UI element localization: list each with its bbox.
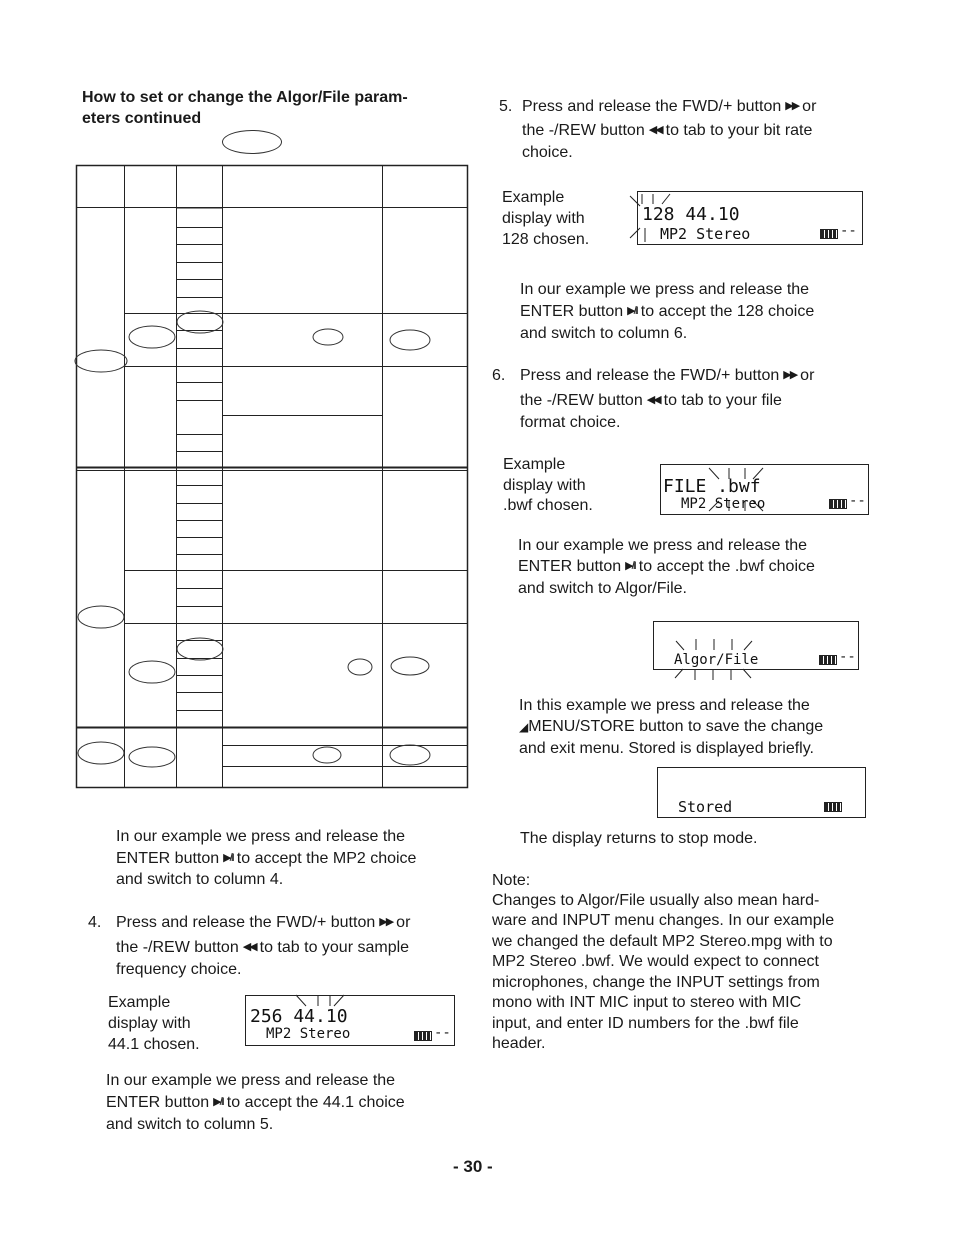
battery-icon [820,229,838,239]
lcd-display-algor [653,621,859,670]
example4-line3: 44.1 chosen. [108,1036,200,1053]
para-128-line3: and switch to column 6. [520,325,688,342]
para-store-line2 [519,716,823,738]
para-bwf-line3: and switch to Algor/File. [518,580,687,597]
fast-forward-icon: ▶▶ [783,369,797,382]
para-441-line1: In our example we press and release the [106,1072,396,1089]
lcd-256-dash: -- [434,1025,451,1041]
rewind-icon: ◀◀ [648,124,662,137]
battery-icon [829,499,847,509]
lcd-bwf-line1: FILE .bwf [663,476,761,497]
lcd-128-dash: -- [840,223,857,239]
step5-line3: choice. [522,144,573,161]
para-store-line1: In this example we press and release the [519,697,810,714]
lcd-display-bwf [660,464,869,515]
example6-line3: .bwf chosen. [503,497,593,514]
rewind-icon: ◀◀ [646,394,660,407]
para-bwf-enter-label: ENTER button [518,558,622,575]
lcd-display-256 [245,995,455,1046]
para-bwf-line2 [518,556,815,577]
note-line2: ware and INPUT menu changes. In our example [492,912,835,929]
para-store-menu: MENU/STORE button to save the change [528,718,824,735]
para-441-accept: to accept the 44.1 choice [226,1094,405,1111]
para-mp2-line3: and switch to column 4. [116,871,284,888]
algor-file-table [72,160,472,792]
note-label: Note: [492,872,531,889]
step4-line2 [116,937,409,958]
fast-forward-icon: ▶▶ [379,916,393,929]
para-mp2-enter-label: ENTER button [116,850,220,867]
page-number: - 30 - [453,1157,493,1176]
step6-fwd-text: Press and release the FWD/+ button [520,367,780,384]
note-line3: we changed the default MP2 Stereo.mpg with to [492,933,833,950]
step6-line3: format choice. [520,414,621,431]
oval-marker [222,130,282,154]
example5-line2: display with [502,210,585,227]
step5-rew-text: the -/REW button [522,122,645,139]
para-128-accept: to accept the 128 choice [640,303,815,320]
play-pause-icon: ▶/II [625,560,635,573]
step6-rew-text: the -/REW button [520,392,643,409]
lcd-display-128 [637,191,863,245]
lcd-algor-dash: -- [839,649,856,665]
para-return: The display returns to stop mode. [520,830,758,847]
para-mp2-accept: to accept the MP2 choice [236,850,417,867]
play-pause-icon: ▶/II [627,305,637,318]
note-line8: header. [492,1035,546,1052]
step5-tab-text: to tab to your bit rate [665,122,813,139]
step4-tab-text: to tab to your sample [259,939,410,956]
para-bwf-line1: In our example we press and release the [518,537,808,554]
step4-line1 [116,912,410,933]
battery-icon [414,1031,432,1041]
lcd-bwf-line2: MP2 Stereo [681,496,766,512]
para-mp2-line2 [116,848,416,869]
menu-store-triangle-icon: ◢ [519,720,529,734]
fast-forward-icon: ▶▶ [785,100,799,113]
play-pause-icon: ▶/II [213,1096,223,1109]
step5-or: or [802,98,817,115]
lcd-128-line1: 128 44.10 [642,204,740,225]
rewind-icon: ◀◀ [242,941,256,954]
para-441-line3: and switch to column 5. [106,1116,274,1133]
lcd-256-line2: MP2 Stereo [266,1026,351,1042]
step4-rew-text: the -/REW button [116,939,239,956]
step5-fwd-text: Press and release the FWD/+ button [522,98,782,115]
example4-line2: display with [108,1015,191,1032]
example4-line1: Example [108,994,171,1011]
para-441-line2 [106,1092,405,1113]
para-mp2-line1: In our example we press and release the [116,828,406,845]
step6-number: 6. [492,367,506,384]
step4-fwd-text: Press and release the FWD/+ button [116,914,376,931]
step6-tab-text: to tab to your file [663,392,782,409]
blink-marks-icon [667,668,757,682]
battery-icon [819,655,837,665]
para-441-enter-label: ENTER button [106,1094,210,1111]
step4-or: or [396,914,411,931]
example6-line2: display with [503,477,586,494]
para-128-line1: In our example we press and release the [520,281,810,298]
step6-line1 [520,365,814,386]
step5-number: 5. [499,98,513,115]
para-bwf-accept: to accept the .bwf choice [638,558,815,575]
section-heading: How to set or change the Algor/File param- eters continued [82,89,408,127]
lcd-bwf-dash: -- [849,493,866,509]
lcd-128-line2: MP2 Stereo [660,225,751,243]
example5-line3: 128 chosen. [502,231,590,248]
note-line1: Changes to Algor/File usually also mean hard- [492,892,820,909]
example5-line1: Example [502,189,565,206]
example6-line1: Example [503,456,566,473]
step6-line2 [520,390,782,411]
lcd-stored-line1: Stored [678,798,733,816]
step4-line3: frequency choice. [116,961,242,978]
note-line6: mono with INT MIC input to stereo with MIC [492,994,802,1011]
note-line7: input, and enter ID numbers for the .bwf file [492,1015,799,1032]
para-128-enter-label: ENTER button [520,303,624,320]
play-pause-icon: ▶/II [223,852,233,865]
lcd-display-stored [657,767,866,818]
note-line4: MP2 Stereo .bwf. We would expect to connect [492,953,819,970]
step5-line1 [522,96,816,117]
battery-icon [824,802,842,812]
lcd-256-line1: 256 44.10 [250,1006,348,1027]
para-128-line2 [520,301,814,322]
step6-or: or [800,367,815,384]
step4-number: 4. [88,914,102,931]
lcd-algor-line1: Algor/File [674,652,759,668]
note-line5: microphones, change the INPUT settings from [492,974,820,991]
para-store-line3: and exit menu. Stored is displayed briefly. [519,740,814,757]
step5-line2 [522,120,812,141]
